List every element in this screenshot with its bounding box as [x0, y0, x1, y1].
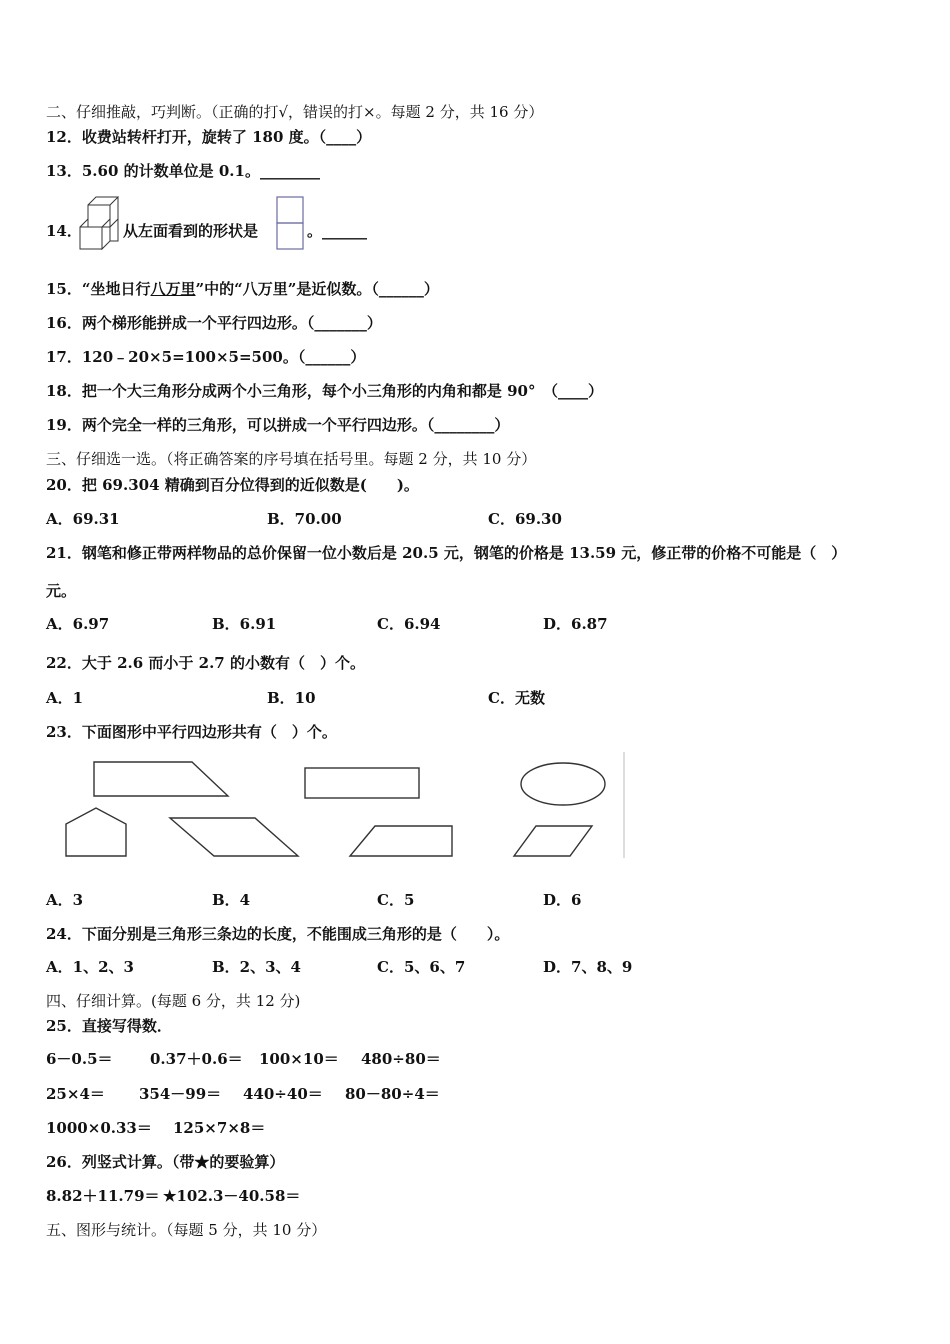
calc-r2-3: 440÷40＝ [243, 1085, 323, 1103]
question-15-part-a: 15．“坐地日行 [46, 280, 151, 298]
ellipse-shape [521, 763, 605, 805]
q21-option-c: C．6.94 [377, 615, 441, 633]
q22-option-a: A．1 [46, 689, 84, 707]
q24-option-b: B．2、3、4 [212, 958, 301, 976]
q20-option-a: A．69.31 [46, 510, 120, 528]
left-view-shape-icon [276, 196, 304, 252]
right-trapezoid-shape [94, 762, 228, 796]
q24-option-a: A．1、2、3 [46, 958, 134, 976]
parallelogram-shape-1 [170, 818, 298, 856]
q26-item-2: ★102.3－40.58＝ [163, 1187, 301, 1205]
question-15 [46, 279, 439, 299]
q21-option-b: B．6.91 [212, 615, 277, 633]
section-5-heading: 五、图形与统计。（每题 5 分，共 10 分） [46, 1221, 327, 1239]
question-14-text: 从左面看到的形状是 [123, 222, 259, 240]
calc-r3-2: 125×7×8＝ [173, 1119, 266, 1137]
calc-r1-2: 0.37＋0.6＝ [150, 1050, 243, 1068]
q20-option-c: C．69.30 [488, 510, 562, 528]
question-16: 16．两个梯形能拼成一个平行四边形。（_______） [46, 314, 382, 332]
pentagon-shape [66, 808, 126, 856]
question-15-underlined: 八万里 [150, 280, 196, 298]
calc-r3-1: 1000×0.33＝ [46, 1119, 152, 1137]
question-26: 26．列竖式计算。（带★的要验算） [46, 1153, 285, 1171]
q22-option-b: B．10 [267, 689, 316, 707]
section-3-heading: 三、仔细选一选。（将正确答案的序号填在括号里。每题 2 分，共 10 分） [46, 450, 537, 468]
question-21: 21．钢笔和修正带两样物品的总价保留一位小数后是 20.5 元，钢笔的价格是 13.59 元，修正带的价格不可能是（ ） [46, 544, 847, 562]
calc-r1-1: 6－0.5＝ [46, 1050, 113, 1068]
q24-option-d: D．7、8、9 [543, 958, 633, 976]
question-14-number: 14． [46, 222, 82, 240]
question-19: 19．两个完全一样的三角形，可以拼成一个平行四边形。（________） [46, 416, 510, 434]
q24-option-c: C．5、6、7 [377, 958, 466, 976]
q23-option-a: A．3 [46, 891, 84, 909]
q21-option-d: D．6.87 [543, 615, 608, 633]
q21-option-a: A．6.97 [46, 615, 110, 633]
question-23: 23．下面图形中平行四边形共有（ ）个。 [46, 723, 337, 741]
trapezoid-shape [350, 826, 452, 856]
question-24: 24．下面分别是三角形三条边的长度，不能围成三角形的是（ ）。 [46, 925, 510, 943]
calc-r2-4: 80－80÷4＝ [345, 1085, 440, 1103]
calc-r1-4: 480÷80＝ [361, 1050, 441, 1068]
rectangle-shape [305, 768, 419, 798]
q22-option-c: C．无数 [488, 689, 545, 707]
q23-option-b: B．4 [212, 891, 251, 909]
calc-r1-3: 100×10＝ [259, 1050, 339, 1068]
section-4-heading: 四、仔细计算。(每题 6 分，共 12 分) [46, 992, 301, 1010]
question-17: 17．120﹣20×5=100×5=500。（______） [46, 348, 366, 366]
question-25: 25．直接写得数． [46, 1017, 172, 1035]
calc-r2-1: 25×4＝ [46, 1085, 105, 1103]
parallelogram-shape-2 [514, 826, 592, 856]
calc-r2-2: 354－99＝ [139, 1085, 222, 1103]
q23-option-d: D．6 [543, 891, 582, 909]
q20-option-b: B．70.00 [267, 510, 342, 528]
cube-stack-icon [78, 193, 122, 253]
question-21-line2: 元。 [46, 582, 77, 600]
section-2-heading: 二、仔细推敲，巧判断。（正确的打√，错误的打×。每题 2 分，共 16 分） [46, 103, 544, 121]
question-22: 22．大于 2.6 而小于 2.7 的小数有（ ）个。 [46, 654, 365, 672]
question-13: 13．5.60 的计数单位是 0.1。________ [46, 162, 320, 180]
question-14-blank: 。______ [307, 222, 368, 240]
question-15-part-b: ”中的“八万里”是近似数。（______） [195, 280, 439, 298]
question-20: 20．把 69.304 精确到百分位得到的近似数是( )。 [46, 476, 419, 494]
shapes-figure [40, 750, 640, 865]
q26-item-1: 8.82＋11.79＝ [46, 1187, 160, 1205]
question-12: 12．收费站转杆打开，旋转了 180 度。（____） [46, 128, 372, 146]
q23-option-c: C．5 [377, 891, 415, 909]
question-18: 18．把一个大三角形分成两个小三角形，每个小三角形的内角和都是 90° （____） [46, 382, 603, 400]
